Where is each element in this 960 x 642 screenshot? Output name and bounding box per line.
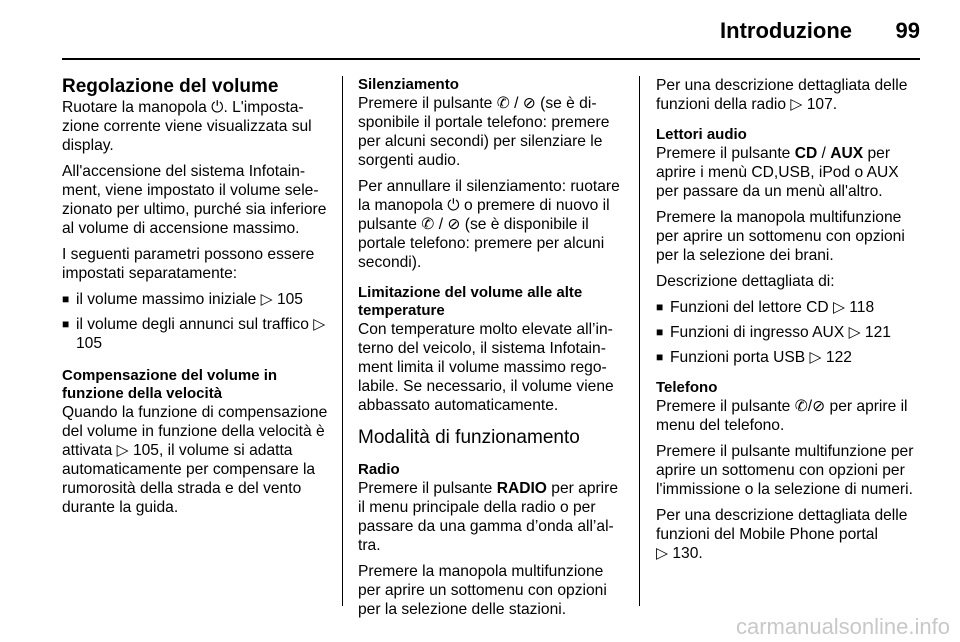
page-reference[interactable]: 121	[864, 324, 891, 341]
paragraph: Con temperature molto elevate all’interno del veicolo, il sistema Infotainment limita il volume massimo regolabile. Se necessario, il volume viene abbassato automaticamente.	[358, 321, 614, 414]
radio-button-label: RADIO	[496, 480, 547, 497]
column-1	[62, 76, 330, 524]
paragraph: Premere il pulsante CD / AUX per aprire i menù CD,USB, iPod o AUX per passare da un menù all'altro.	[656, 145, 899, 200]
ref-arrow-icon: ▷	[656, 545, 668, 562]
knob-icon: ⏻	[447, 197, 460, 214]
bullet-icon: ■	[656, 325, 664, 339]
knob-icon: ⏻	[211, 99, 224, 116]
page-reference[interactable]: 105	[276, 291, 303, 308]
ref-arrow-icon: ▷	[790, 96, 803, 113]
watermark: carmanualsonline.info	[735, 614, 950, 639]
paragraph: All'accensione del sistema Infotainment, viene impostato il volume selezionato per ultimo, purché sia inferiore al volume di accensione massimo.	[62, 163, 327, 237]
bullet-icon: ■	[656, 350, 664, 364]
paragraph: Premere il pulsante RADIO per aprire il menu principale della radio o per passare da una gamma d’onda all’altra.	[358, 480, 619, 554]
ref-arrow-icon: ▷	[848, 324, 861, 341]
ref-arrow-icon: ▷	[832, 299, 845, 316]
page-reference[interactable]: 122	[825, 349, 852, 366]
page-reference[interactable]: 105	[76, 335, 103, 352]
aux-button-label: AUX	[830, 145, 864, 162]
ref-arrow-icon: ▷	[809, 349, 822, 366]
paragraph: Premere il pulsante ✆/⊘ per aprire il menu del telefono.	[656, 398, 908, 434]
column-3	[656, 76, 922, 570]
paragraph: Per annullare il silenziamento: ruotare la manopola ⏻ o premere di nuovo il pulsante ✆ / ⊘ (se è disponibile il portale telefono: premere per alcuni secondi).	[358, 178, 620, 271]
bullet-icon: ■	[656, 300, 664, 314]
column-divider-1	[342, 76, 343, 606]
paragraph: I seguenti parametri possono essere impostati separatamente:	[62, 246, 315, 282]
list-item: ■ Funzioni porta USB ▷ 122	[656, 349, 852, 366]
paragraph: Per una descrizione dettagliata delle funzioni della radio ▷ 107.	[656, 77, 908, 113]
page-reference[interactable]: 130	[672, 545, 699, 562]
bullet-icon: ■	[62, 292, 70, 306]
page-reference[interactable]: 105	[132, 442, 159, 459]
phone-icon: ✆	[421, 216, 435, 233]
paragraph: Per una descrizione dettagliata delle funzioni del Mobile Phone portal ▷ 130.	[656, 507, 908, 562]
mute-icon: ⊘	[447, 216, 461, 233]
page-header	[62, 14, 920, 48]
sub-heading-mute: Silenziamento	[358, 76, 459, 93]
paragraph: Premere il pulsante ✆ / ⊘ (se è disponibile il portale telefono: premere per alcuni secondi) per silenziare le sorgenti audio.	[358, 95, 610, 169]
header-rule	[62, 58, 920, 60]
paragraph: Premere la manopola multifunzione per aprire un sottomenu con opzioni per la selezione dei brani.	[656, 209, 905, 264]
ref-arrow-icon: ▷	[313, 316, 326, 333]
paragraph: Ruotare la manopola ⏻. L'impostazione corrente viene visualizzata sul display.	[62, 99, 312, 154]
sub-heading-temperature: Limitazione del volume alle alte temperature	[358, 284, 583, 319]
sub-heading-audio-players: Lettori audio	[656, 126, 747, 143]
phone-icon: ✆	[794, 398, 808, 415]
page-number: 99	[895, 18, 920, 43]
ref-arrow-icon: ▷	[260, 291, 273, 308]
list-item: ■ Funzioni del lettore CD ▷ 118	[656, 299, 875, 316]
paragraph: Premere la manopola multifunzione per aprire un sottomenu con opzioni per la selezione delle stazioni.	[358, 563, 607, 618]
sub-heading-phone: Telefono	[656, 379, 718, 396]
column-2	[358, 76, 626, 626]
paragraph: Descrizione dettagliata di:	[656, 273, 835, 290]
mute-icon: ⊘	[812, 398, 826, 415]
list-item: ■ Funzioni di ingresso AUX ▷ 121	[656, 324, 891, 341]
page-reference[interactable]: 118	[849, 299, 875, 316]
phone-icon: ✆	[496, 95, 510, 112]
cd-button-label: CD	[794, 145, 818, 162]
ref-arrow-icon: ▷	[116, 442, 129, 459]
list-item: ■ il volume massimo iniziale ▷ 105	[62, 291, 303, 308]
section-heading-volume: Regolazione del volume	[62, 76, 279, 97]
bullet-icon: ■	[62, 317, 70, 331]
sub-heading-radio: Radio	[358, 461, 400, 478]
column-divider-2	[639, 76, 640, 606]
sub-heading-speed-compensation: Compensazione del volume in funzione della velocità	[62, 367, 278, 402]
page-reference[interactable]: 107	[806, 96, 833, 113]
paragraph: Quando la funzione di compensazione del volume in funzione della velocità è attivata ▷ 105, il volume si adatta automaticamente per compensare la rumorosità della strada e del vento durante la guida.	[62, 404, 328, 516]
mute-icon: ⊘	[522, 95, 536, 112]
page-title: Introduzione	[720, 18, 852, 43]
list-item: ■ il volume degli annunci sul traffico ▷ 105	[62, 316, 326, 352]
section-heading-modes: Modalità di funzionamento	[358, 427, 580, 448]
paragraph: Premere il pulsante multifunzione per aprire un sottomenu con opzioni per l'immissione o la selezione di numeri.	[656, 443, 914, 498]
